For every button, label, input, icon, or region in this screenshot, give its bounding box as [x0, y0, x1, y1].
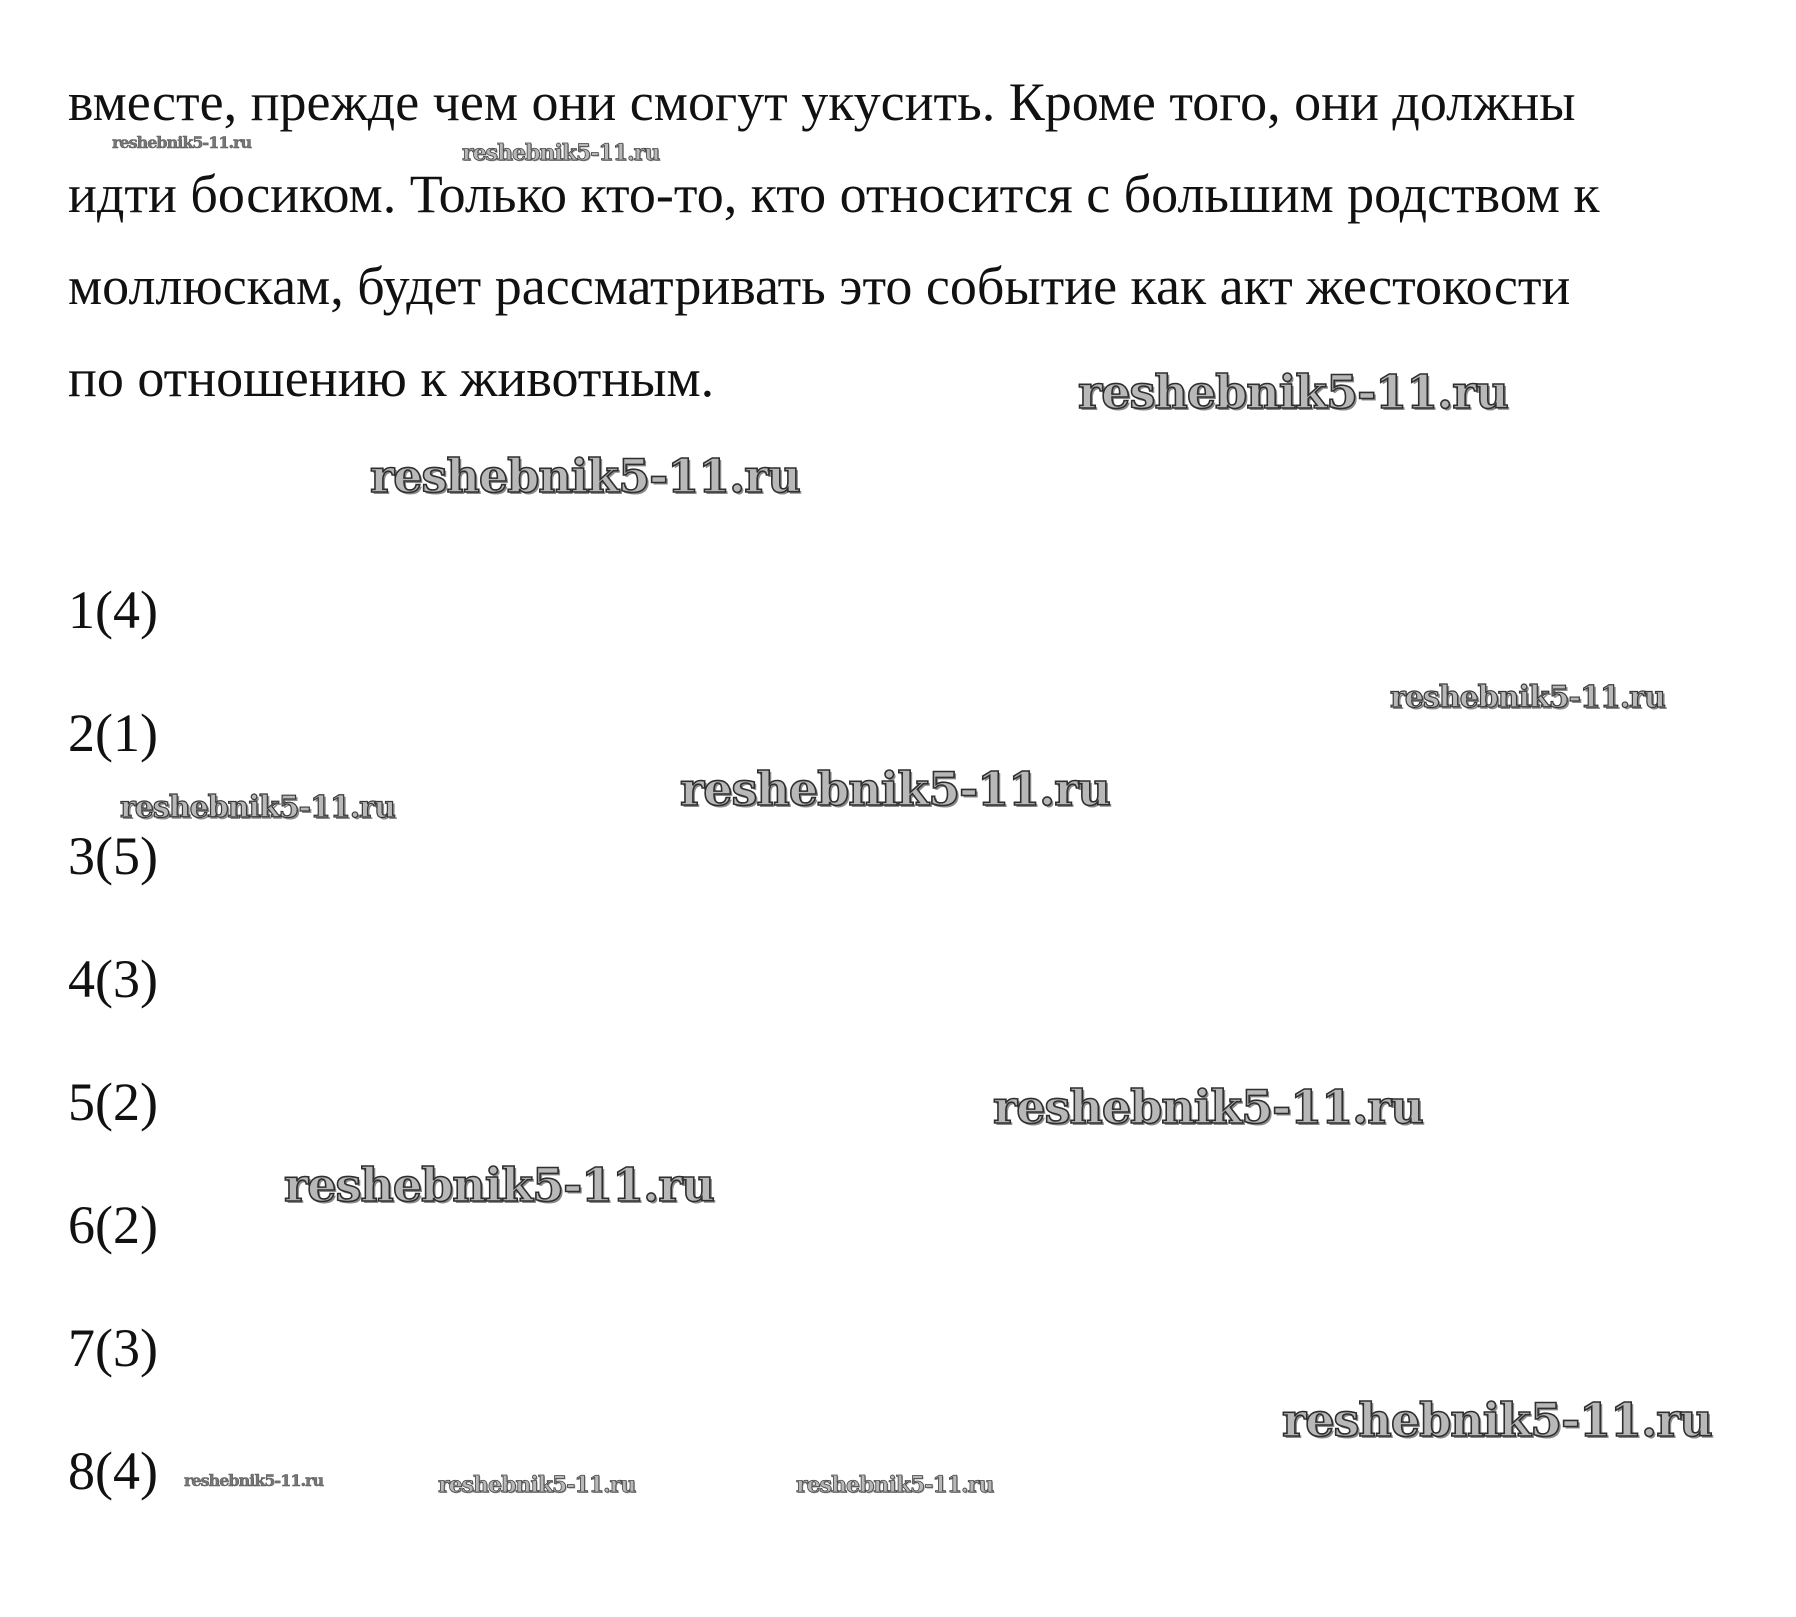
paragraph-line: моллюскам, будет рассматривать это событие как акт жестокости: [68, 256, 1571, 316]
watermark: reshebnik5-11.ru: [1282, 1393, 1712, 1447]
answer-item: 2(1): [68, 703, 158, 763]
answer-item: 4(3): [68, 949, 158, 1009]
answer-item: 6(2): [68, 1195, 158, 1255]
watermark: reshebnik5-11.ru: [1390, 680, 1665, 715]
paragraph-line: по отношению к животным.: [68, 348, 715, 408]
answer-item: 7(3): [68, 1318, 158, 1378]
paragraph-line: идти босиком. Только кто-то, кто относится с большим родством к: [68, 164, 1600, 224]
watermark: reshebnik5-11.ru: [680, 762, 1110, 816]
watermark: reshebnik5-11.ru: [120, 790, 395, 825]
watermark: reshebnik5-11.ru: [370, 449, 800, 503]
watermark: reshebnik5-11.ru: [438, 1472, 636, 1498]
watermark: reshebnik5-11.ru: [284, 1158, 714, 1212]
watermark: reshebnik5-11.ru: [993, 1080, 1423, 1134]
paragraph-line: вместе, прежде чем они смогут укусить. Кроме того, они должны: [68, 72, 1576, 132]
answer-item: 3(5): [68, 826, 158, 886]
answer-item: 5(2): [68, 1072, 158, 1132]
watermark: reshebnik5-11.ru: [112, 133, 252, 152]
watermark: reshebnik5-11.ru: [1078, 365, 1508, 419]
answer-item: 8(4): [68, 1441, 158, 1501]
answer-item: 1(4): [68, 580, 158, 640]
watermark: reshebnik5-11.ru: [796, 1472, 994, 1498]
watermark: reshebnik5-11.ru: [184, 1471, 324, 1490]
watermark: reshebnik5-11.ru: [462, 140, 660, 166]
body-paragraph: [68, 56, 1768, 424]
